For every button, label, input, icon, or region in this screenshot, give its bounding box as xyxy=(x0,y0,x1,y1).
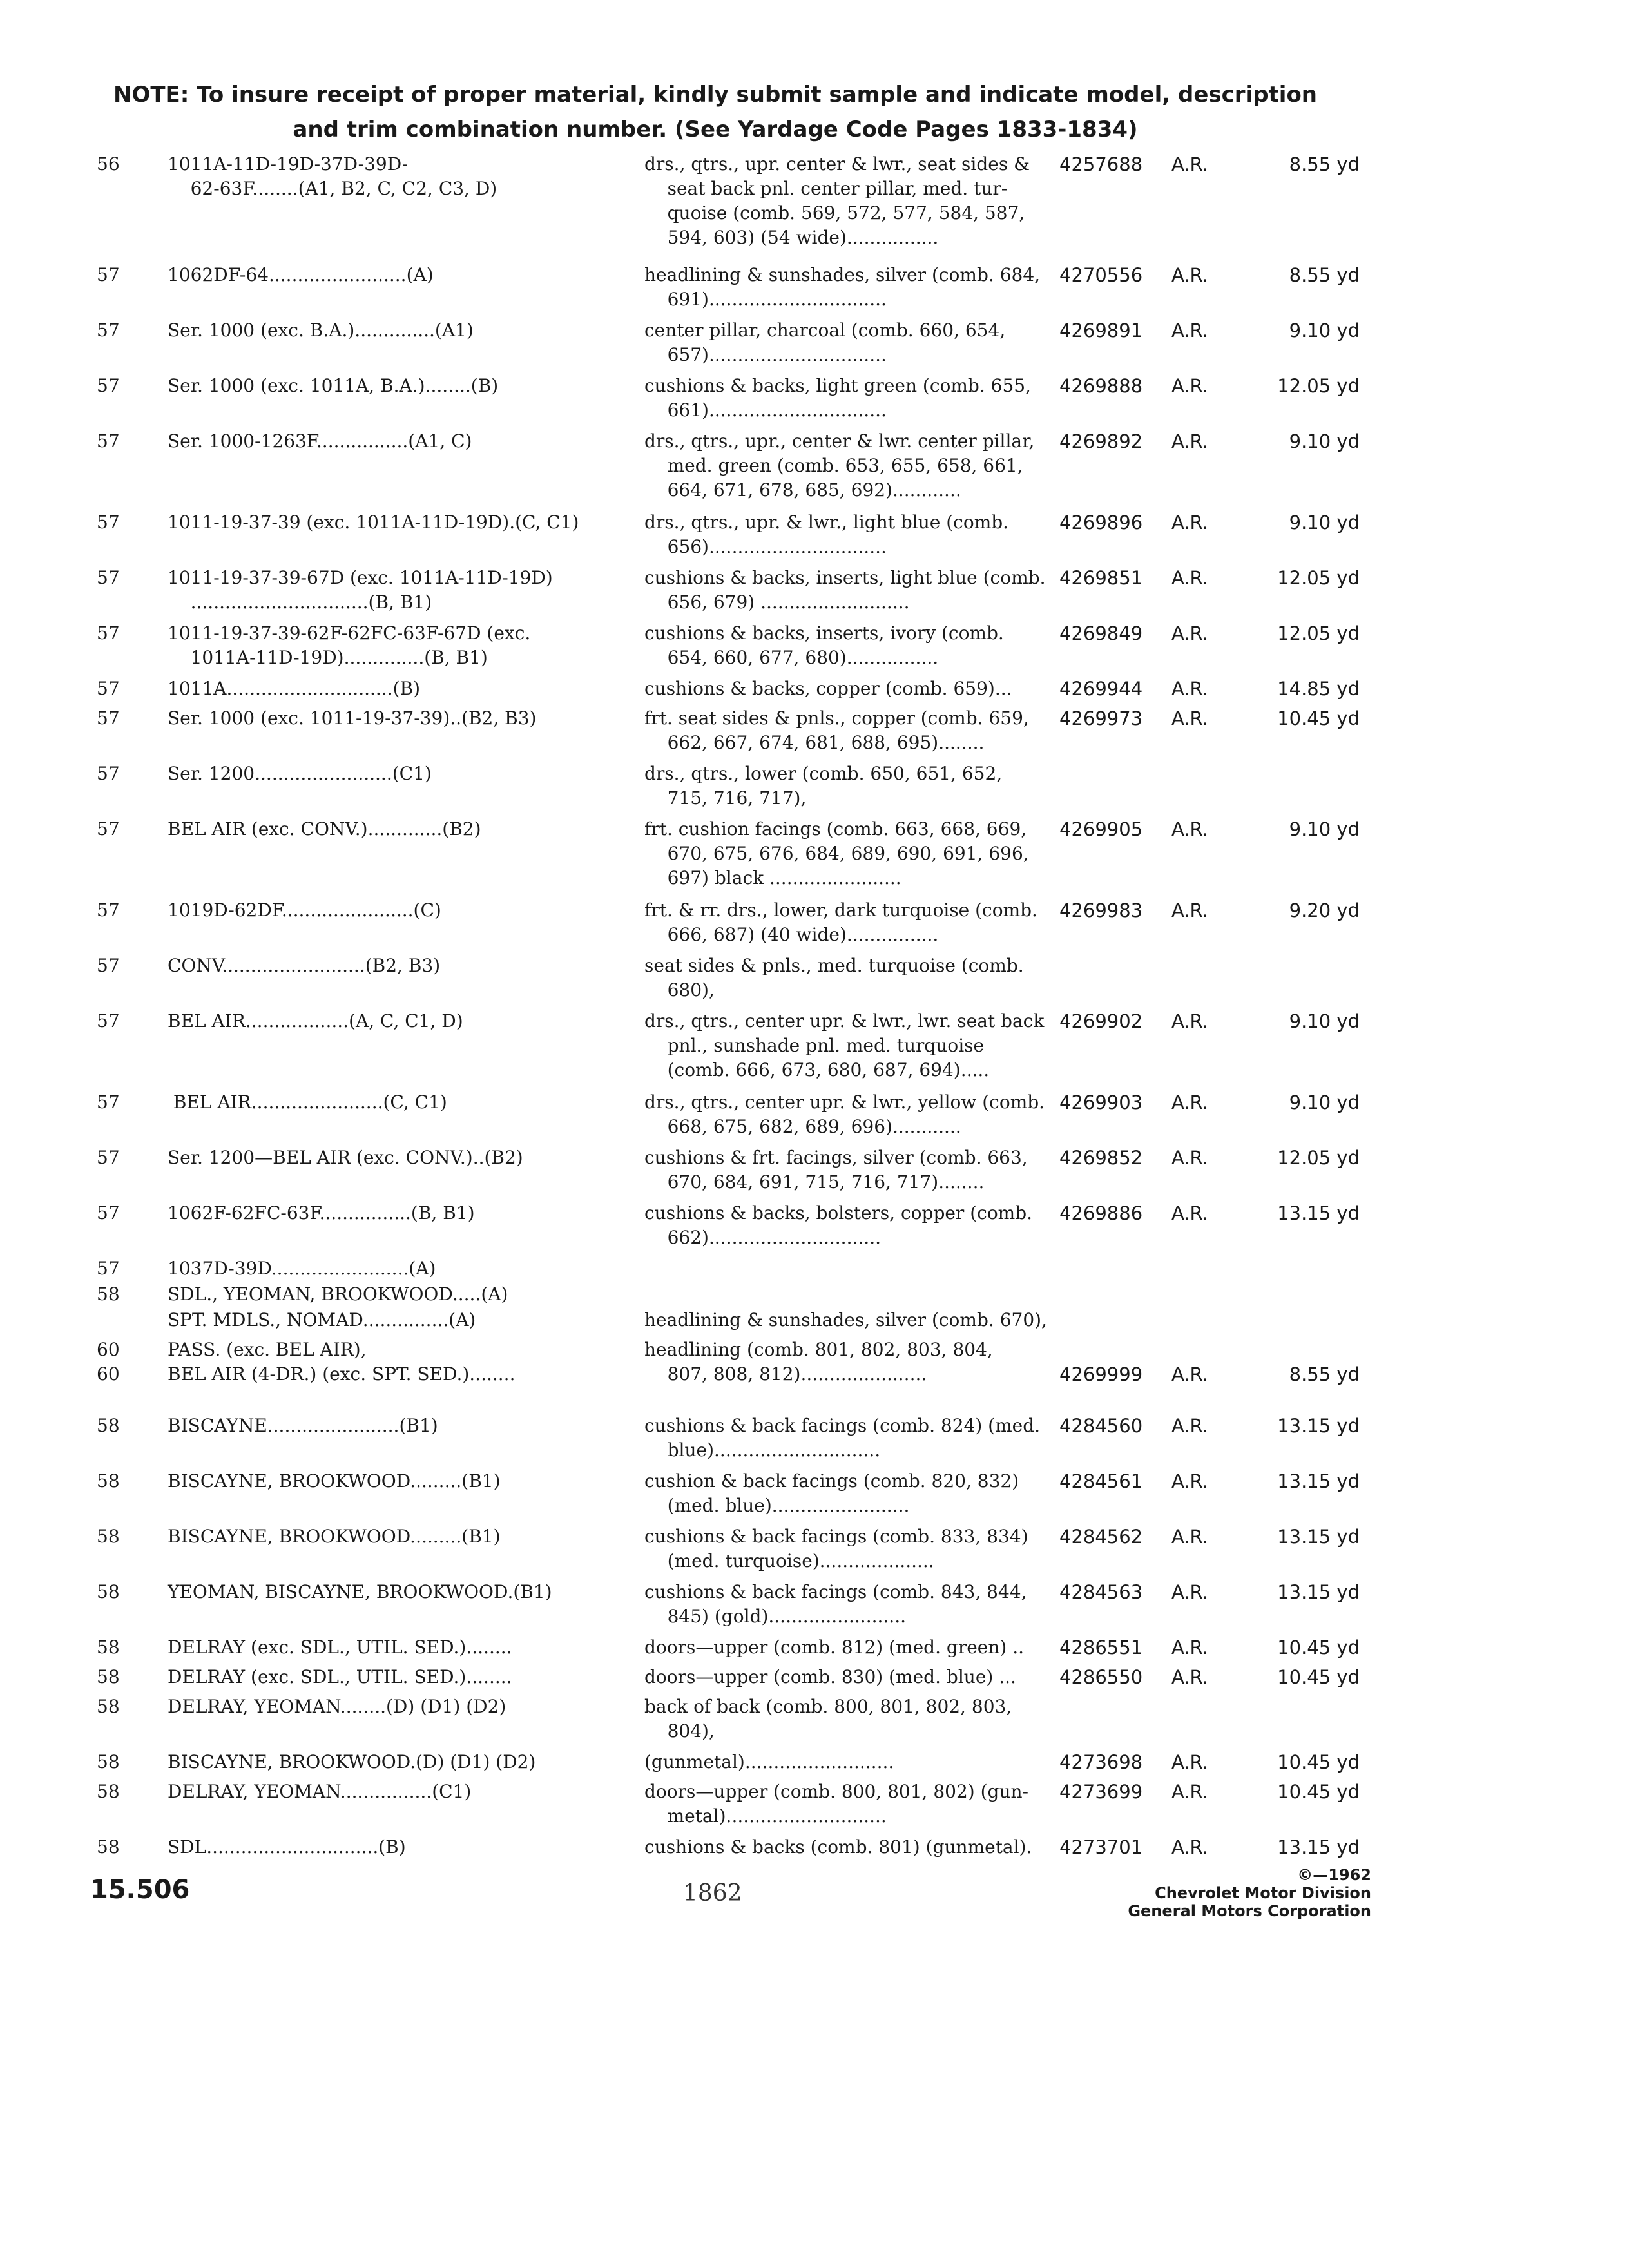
row-model: BEL AIR..................(A, C, C1, D) xyxy=(168,1010,463,1032)
row-quantity: A.R. xyxy=(1171,899,1208,921)
row-year: 57 xyxy=(97,567,120,588)
row-model: BISCAYNE, BROOKWOOD.........(B1) xyxy=(168,1526,501,1547)
row-description: seat sides & pnls., med. turquoise (comb. 680), xyxy=(644,955,1024,1001)
row-model: 1019D-62DF.......................(C) xyxy=(168,899,441,921)
row-model: CONV.........................(B2, B3) xyxy=(168,955,441,976)
row-model: BEL AIR (4-DR.) (exc. SPT. SED.)........ xyxy=(168,1363,516,1385)
row-yardage: 10.45 yd xyxy=(1277,1781,1360,1803)
row-quantity: A.R. xyxy=(1171,1147,1208,1169)
row-model: Ser. 1000 (exc. 1011-19-37-39)..(B2, B3) xyxy=(168,707,537,729)
row-year: 57 xyxy=(97,1258,120,1279)
row-description: drs., qtrs., center upr. & lwr., yellow (comb. 668, 675, 682, 689, 696)............ xyxy=(644,1091,1045,1137)
row-part-number: 4269905 xyxy=(1059,818,1143,840)
table-row xyxy=(90,1780,1373,1835)
row-description: cushions & backs (comb. 801) (gunmetal). xyxy=(644,1836,1032,1858)
row-year: 58 xyxy=(97,1581,120,1602)
table-row xyxy=(90,1665,1373,1695)
row-quantity: A.R. xyxy=(1171,622,1208,644)
table-row xyxy=(90,1695,1373,1750)
row-model: Ser. 1000-1263F................(A1, C) xyxy=(168,430,472,452)
row-year: 58 xyxy=(97,1283,120,1305)
row-description: cushions & frt. facings, silver (comb. 663, 670, 684, 691, 715, 716, 717)........ xyxy=(644,1147,1028,1193)
table-row xyxy=(90,1469,1373,1524)
row-quantity: A.R. xyxy=(1171,264,1208,286)
row-quantity: A.R. xyxy=(1171,818,1208,840)
row-part-number: 4286550 xyxy=(1059,1666,1143,1688)
table-row xyxy=(90,1146,1373,1201)
row-yardage: 9.20 yd xyxy=(1289,899,1360,921)
row-yardage: 10.45 yd xyxy=(1277,1751,1360,1773)
row-part-number: 4269973 xyxy=(1059,707,1143,729)
row-quantity: A.R. xyxy=(1171,1751,1208,1773)
row-model: 1037D-39D........................(A) xyxy=(168,1258,436,1279)
row-description: frt. & rr. drs., lower, dark turquoise (comb. 666, 687) (40 wide)................ xyxy=(644,899,1037,945)
table-row xyxy=(90,152,1373,263)
row-year: 60 xyxy=(97,1363,120,1385)
row-part-number: 4269944 xyxy=(1059,678,1143,700)
table-row xyxy=(90,374,1373,429)
row-description: headlining & sunshades, silver (comb. 670), xyxy=(644,1309,1047,1331)
row-year: 57 xyxy=(97,678,120,699)
row-part-number: 4269999 xyxy=(1059,1363,1143,1385)
row-part-number: 4284561 xyxy=(1059,1470,1143,1492)
row-yardage: 9.10 yd xyxy=(1289,1091,1360,1113)
row-year: 57 xyxy=(97,1202,120,1224)
row-model: Ser. 1000 (exc. 1011A, B.A.)........(B) xyxy=(168,375,499,396)
row-description: 807, 808, 812)...................... xyxy=(644,1363,927,1385)
row-year: 57 xyxy=(97,1147,120,1168)
row-description: cushions & backs, copper (comb. 659)... xyxy=(644,678,1012,699)
row-quantity: A.R. xyxy=(1171,1363,1208,1385)
table-row xyxy=(90,1362,1373,1414)
row-model: DELRAY, YEOMAN........(D) (D1) (D2) xyxy=(168,1696,506,1717)
row-description: frt. seat sides & pnls., copper (comb. 659, 662, 667, 674, 681, 688, 695)........ xyxy=(644,707,1029,753)
row-year: 58 xyxy=(97,1526,120,1547)
table-row xyxy=(90,1090,1373,1146)
row-description: drs., qtrs., upr. & lwr., light blue (comb. 656)............................... xyxy=(644,512,1009,557)
row-description: cushions & back facings (comb. 824) (med. blue)............................. xyxy=(644,1415,1041,1461)
row-year: 58 xyxy=(97,1415,120,1436)
row-quantity: A.R. xyxy=(1171,375,1208,397)
row-model: SDL., YEOMAN, BROOKWOOD.....(A) xyxy=(168,1283,508,1305)
row-yardage: 13.15 yd xyxy=(1277,1470,1360,1492)
row-part-number: 4270556 xyxy=(1059,264,1143,286)
row-model: BISCAYNE, BROOKWOOD.(D) (D1) (D2) xyxy=(168,1751,536,1773)
row-part-number: 4269891 xyxy=(1059,320,1143,341)
row-year: 57 xyxy=(97,707,120,729)
row-year: 58 xyxy=(97,1666,120,1687)
row-year: 57 xyxy=(97,1010,120,1032)
row-yardage: 13.15 yd xyxy=(1277,1836,1360,1858)
row-part-number: 4284563 xyxy=(1059,1581,1143,1603)
row-yardage: 12.05 yd xyxy=(1277,567,1360,589)
row-yardage: 9.10 yd xyxy=(1289,320,1360,341)
row-part-number: 4269896 xyxy=(1059,512,1143,533)
table-row xyxy=(90,1835,1373,1865)
table-row xyxy=(90,706,1373,762)
row-year: 58 xyxy=(97,1751,120,1773)
row-part-number: 4269888 xyxy=(1059,375,1143,397)
row-model: 1011-19-37-39-62F-62FC-63F-67D (exc. 1011A-11D-19D)..............(B, B1) xyxy=(168,622,531,668)
row-description: center pillar, charcoal (comb. 660, 654, 657)............................... xyxy=(644,320,1006,365)
row-part-number: 4257688 xyxy=(1059,153,1143,175)
row-year: 57 xyxy=(97,622,120,644)
table-row xyxy=(90,566,1373,621)
row-description: drs., qtrs., lower (comb. 650, 651, 652, 715, 716, 717), xyxy=(644,763,1003,809)
row-yardage: 10.45 yd xyxy=(1277,1666,1360,1688)
table-row xyxy=(90,1282,1373,1308)
row-yardage: 8.55 yd xyxy=(1289,264,1360,286)
row-model: Ser. 1000 (exc. B.A.)..............(A1) xyxy=(168,320,474,341)
row-description: headlining & sunshades, silver (comb. 684, 691)............................... xyxy=(644,264,1041,310)
row-quantity: A.R. xyxy=(1171,1666,1208,1688)
table-row xyxy=(90,621,1373,677)
row-yardage: 8.55 yd xyxy=(1289,1363,1360,1385)
table-row xyxy=(90,1750,1373,1780)
table-row xyxy=(90,1338,1373,1362)
row-model: DELRAY (exc. SDL., UTIL. SED.)........ xyxy=(168,1666,512,1687)
row-year: 56 xyxy=(97,153,120,175)
row-quantity: A.R. xyxy=(1171,153,1208,175)
table-row xyxy=(90,1414,1373,1469)
row-description: back of back (comb. 800, 801, 802, 803, 804), xyxy=(644,1696,1012,1742)
row-model: DELRAY (exc. SDL., UTIL. SED.)........ xyxy=(168,1637,512,1658)
row-description: doors—upper (comb. 830) (med. blue) ... xyxy=(644,1666,1016,1687)
row-quantity: A.R. xyxy=(1171,1526,1208,1548)
row-yardage: 13.15 yd xyxy=(1277,1202,1360,1224)
row-description: frt. cushion facings (comb. 663, 668, 669, 670, 675, 676, 684, 689, 690, 691, 696, 697) black ....................... xyxy=(644,818,1029,889)
row-year: 58 xyxy=(97,1836,120,1858)
row-part-number: 4269851 xyxy=(1059,567,1143,589)
row-part-number: 4269902 xyxy=(1059,1010,1143,1032)
row-model: PASS. (exc. BEL AIR), xyxy=(168,1339,367,1360)
row-quantity: A.R. xyxy=(1171,567,1208,589)
row-model: SPT. MDLS., NOMAD...............(A) xyxy=(168,1309,476,1331)
row-yardage: 12.05 yd xyxy=(1277,375,1360,397)
row-model: 1062DF-64........................(A) xyxy=(168,264,434,285)
division-name: Chevrolet Motor Division xyxy=(1155,1884,1371,1902)
row-description: drs., qtrs., center upr. & lwr., lwr. seat back pnl., sunshade pnl. med. turquoise (comb. 666, 673, 680, 687, 694)..... xyxy=(644,1010,1045,1081)
corporation-name: General Motors Corporation xyxy=(1128,1902,1371,1920)
row-description: cushions & backs, inserts, ivory (comb. 654, 660, 677, 680)................ xyxy=(644,622,1004,668)
row-description: headlining (comb. 801, 802, 803, 804, xyxy=(644,1339,993,1360)
row-year: 57 xyxy=(97,899,120,921)
row-yardage: 13.15 yd xyxy=(1277,1415,1360,1437)
row-description: cushions & backs, inserts, light blue (comb. 656, 679) .......................... xyxy=(644,567,1046,613)
ordering-note: NOTE: To insure receipt of proper material, kindly submit sample and indicate model, description and trim combination number. (See Yardage Code Pages 1833-1834) xyxy=(113,82,1318,142)
row-description: doors—upper (comb. 800, 801, 802) (gun- metal)............................ xyxy=(644,1781,1028,1827)
row-part-number: 4273701 xyxy=(1059,1836,1143,1858)
row-year: 57 xyxy=(97,320,120,341)
row-part-number: 4273699 xyxy=(1059,1781,1143,1803)
row-year: 57 xyxy=(97,430,120,452)
publisher-block xyxy=(1128,1866,1371,1920)
row-model: Ser. 1200........................(C1) xyxy=(168,763,432,784)
row-model: BISCAYNE.......................(B1) xyxy=(168,1415,438,1436)
row-yardage: 13.15 yd xyxy=(1277,1526,1360,1548)
row-yardage: 13.15 yd xyxy=(1277,1581,1360,1603)
row-description: cushions & back facings (comb. 833, 834) (med. turquoise).................... xyxy=(644,1526,1028,1571)
copyright: ©—1962 xyxy=(1297,1866,1371,1884)
row-yardage: 8.55 yd xyxy=(1289,153,1360,175)
row-model: YEOMAN, BISCAYNE, BROOKWOOD.(B1) xyxy=(168,1581,552,1602)
row-part-number: 4269903 xyxy=(1059,1091,1143,1113)
table-row xyxy=(90,1009,1373,1090)
table-row xyxy=(90,263,1373,318)
row-model: 1011A.............................(B) xyxy=(168,678,421,699)
row-part-number: 4269886 xyxy=(1059,1202,1143,1224)
row-description: cushions & backs, light green (comb. 655, 661)............................... xyxy=(644,375,1031,421)
row-yardage: 9.10 yd xyxy=(1289,430,1360,452)
row-model: BISCAYNE, BROOKWOOD.........(B1) xyxy=(168,1470,501,1492)
row-yardage: 9.10 yd xyxy=(1289,818,1360,840)
table-row xyxy=(90,1201,1373,1256)
table-row xyxy=(90,510,1373,566)
row-quantity: A.R. xyxy=(1171,1010,1208,1032)
row-yardage: 10.45 yd xyxy=(1277,1637,1360,1658)
parts-table xyxy=(90,152,1373,1865)
table-row xyxy=(90,898,1373,954)
row-quantity: A.R. xyxy=(1171,1091,1208,1113)
table-row xyxy=(90,762,1373,817)
row-year: 58 xyxy=(97,1781,120,1802)
row-description: drs., qtrs., upr., center & lwr. center pillar, med. green (comb. 653, 655, 658, 661, 664, 671, 678, 685, 692)............ xyxy=(644,430,1035,501)
row-description: doors—upper (comb. 812) (med. green) .. xyxy=(644,1637,1025,1658)
table-row xyxy=(90,1524,1373,1580)
row-part-number: 4284562 xyxy=(1059,1526,1143,1548)
row-model: DELRAY, YEOMAN................(C1) xyxy=(168,1781,472,1802)
row-quantity: A.R. xyxy=(1171,1470,1208,1492)
row-model: Ser. 1200—BEL AIR (exc. CONV.)..(B2) xyxy=(168,1147,523,1168)
row-quantity: A.R. xyxy=(1171,512,1208,533)
table-row xyxy=(90,817,1373,898)
row-quantity: A.R. xyxy=(1171,1202,1208,1224)
row-year: 57 xyxy=(97,512,120,533)
row-part-number: 4273698 xyxy=(1059,1751,1143,1773)
section-number: 15.506 xyxy=(90,1875,190,1905)
row-part-number: 4269852 xyxy=(1059,1147,1143,1169)
row-year: 58 xyxy=(97,1696,120,1717)
row-description: cushions & back facings (comb. 843, 844, 845) (gold)........................ xyxy=(644,1581,1027,1627)
row-model: SDL..............................(B) xyxy=(168,1836,406,1858)
table-row xyxy=(90,1308,1373,1338)
table-row xyxy=(90,1256,1373,1282)
row-yardage: 9.10 yd xyxy=(1289,1010,1360,1032)
row-model: 1011A-11D-19D-37D-39D- 62-63F........(A1, B2, C, C2, C3, D) xyxy=(168,153,497,199)
row-description: drs., qtrs., upr. center & lwr., seat sides & seat back pnl. center pillar, med. tur- quoise (comb. 569, 572, 577, 584, 587, 594, 603) (54 wide)................ xyxy=(644,153,1030,248)
row-model: BEL AIR (exc. CONV.).............(B2) xyxy=(168,818,481,840)
row-quantity: A.R. xyxy=(1171,707,1208,729)
row-part-number: 4269849 xyxy=(1059,622,1143,644)
table-row xyxy=(90,954,1373,1009)
row-part-number: 4284560 xyxy=(1059,1415,1143,1437)
row-quantity: A.R. xyxy=(1171,320,1208,341)
row-yardage: 10.45 yd xyxy=(1277,707,1360,729)
page-number: 1862 xyxy=(683,1880,742,1907)
row-description: cushions & backs, bolsters, copper (comb. 662).............................. xyxy=(644,1202,1033,1248)
row-quantity: A.R. xyxy=(1171,430,1208,452)
row-quantity: A.R. xyxy=(1171,1415,1208,1437)
row-quantity: A.R. xyxy=(1171,1836,1208,1858)
row-model: 1011-19-37-39 (exc. 1011A-11D-19D).(C, C1) xyxy=(168,512,579,533)
row-part-number: 4269983 xyxy=(1059,899,1143,921)
row-quantity: A.R. xyxy=(1171,1781,1208,1803)
row-yardage: 9.10 yd xyxy=(1289,512,1360,533)
row-model: BEL AIR.......................(C, C1) xyxy=(168,1091,447,1113)
row-model: 1062F-62FC-63F................(B, B1) xyxy=(168,1202,475,1224)
row-year: 57 xyxy=(97,1091,120,1113)
row-quantity: A.R. xyxy=(1171,1637,1208,1658)
row-year: 57 xyxy=(97,375,120,396)
row-year: 57 xyxy=(97,763,120,784)
row-year: 58 xyxy=(97,1470,120,1492)
row-part-number: 4286551 xyxy=(1059,1637,1143,1658)
row-year: 58 xyxy=(97,1637,120,1658)
table-row xyxy=(90,429,1373,510)
row-quantity: A.R. xyxy=(1171,678,1208,700)
row-quantity: A.R. xyxy=(1171,1581,1208,1603)
table-row xyxy=(90,318,1373,374)
row-yardage: 12.05 yd xyxy=(1277,622,1360,644)
row-model: 1011-19-37-39-67D (exc. 1011A-11D-19D) ...............................(B, B1) xyxy=(168,567,553,613)
row-yardage: 14.85 yd xyxy=(1277,678,1360,700)
row-description: (gunmetal).......................... xyxy=(644,1751,894,1773)
row-description: cushion & back facings (comb. 820, 832) (med. blue)........................ xyxy=(644,1470,1019,1516)
table-row xyxy=(90,1635,1373,1665)
row-yardage: 12.05 yd xyxy=(1277,1147,1360,1169)
row-year: 57 xyxy=(97,264,120,285)
row-year: 57 xyxy=(97,818,120,840)
table-row xyxy=(90,1580,1373,1635)
row-year: 57 xyxy=(97,955,120,976)
row-year: 60 xyxy=(97,1339,120,1360)
row-part-number: 4269892 xyxy=(1059,430,1143,452)
table-row xyxy=(90,677,1373,706)
